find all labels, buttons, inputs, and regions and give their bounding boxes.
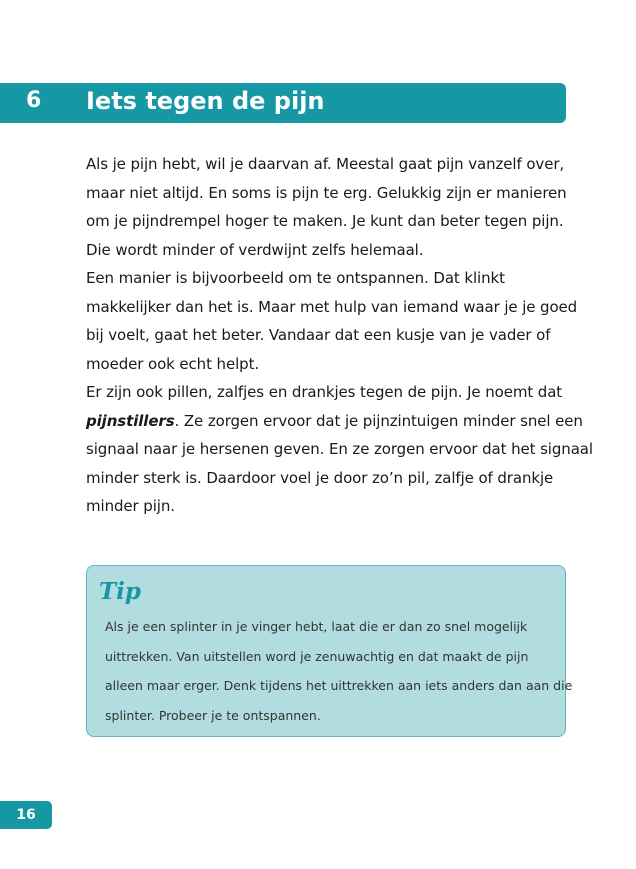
page-number-tab [0, 801, 52, 829]
tip-line: Als je een splinter in je vinger hebt, laat die er dan zo snel mogelijk [105, 619, 528, 634]
body-line: signaal naar je hersenen geven. En ze zorgen ervoor dat het signaal [86, 440, 593, 458]
body-line-rest: . Ze zorgen ervoor dat je pijnzintuigen minder snel een [174, 411, 583, 430]
chapter-number: 6 [26, 88, 42, 113]
chapter-title: Iets tegen de pijn [86, 87, 325, 115]
emphasis-term: pijnstillers [86, 411, 175, 430]
tip-line: uittrekken. Van uitstellen word je zenuwachtig en dat maakt de pijn [105, 648, 529, 664]
body-line: minder pijn. [86, 497, 175, 515]
body-line-emphasis [86, 407, 583, 436]
body-line: Die wordt minder of verdwijnt zelfs helemaal. [86, 240, 424, 259]
tip-box [86, 565, 573, 737]
tip-line: splinter. Probeer je te ontspannen. [105, 707, 321, 723]
body-line: Er zijn ook pillen, zalfjes en drankjes tegen de pijn. Je noemt dat [86, 383, 563, 401]
tip-line: alleen maar erger. Denk tijdens het uittrekken aan iets anders dan aan die [105, 678, 573, 693]
body-text [86, 150, 593, 521]
body-line: minder sterk is. Daardoor voel je door zo’n pil, zalfje of drankje [86, 468, 554, 487]
tip-text [105, 612, 572, 730]
body-line: makkelijker dan het is. Maar met hulp van iemand waar je je goed [86, 297, 578, 316]
body-line: moeder ook echt helpt. [86, 354, 260, 373]
chapter-header [0, 83, 566, 123]
body-line: Als je pijn hebt, wil je daarvan af. Meestal gaat pijn vanzelf over, [86, 155, 565, 173]
body-line: maar niet altijd. En soms is pijn te erg. Gelukkig zijn er manieren [86, 183, 567, 202]
body-line: om je pijndrempel hoger te maken. Je kunt dan beter tegen pijn. [86, 212, 564, 230]
body-line: Een manier is bijvoorbeeld om te ontspannen. Dat klinkt [86, 269, 505, 287]
tip-title: Tip [99, 578, 141, 605]
body-line: bij voelt, gaat het beter. Vandaar dat een kusje van je vader of [86, 326, 551, 344]
page-number: 16 [16, 807, 36, 823]
